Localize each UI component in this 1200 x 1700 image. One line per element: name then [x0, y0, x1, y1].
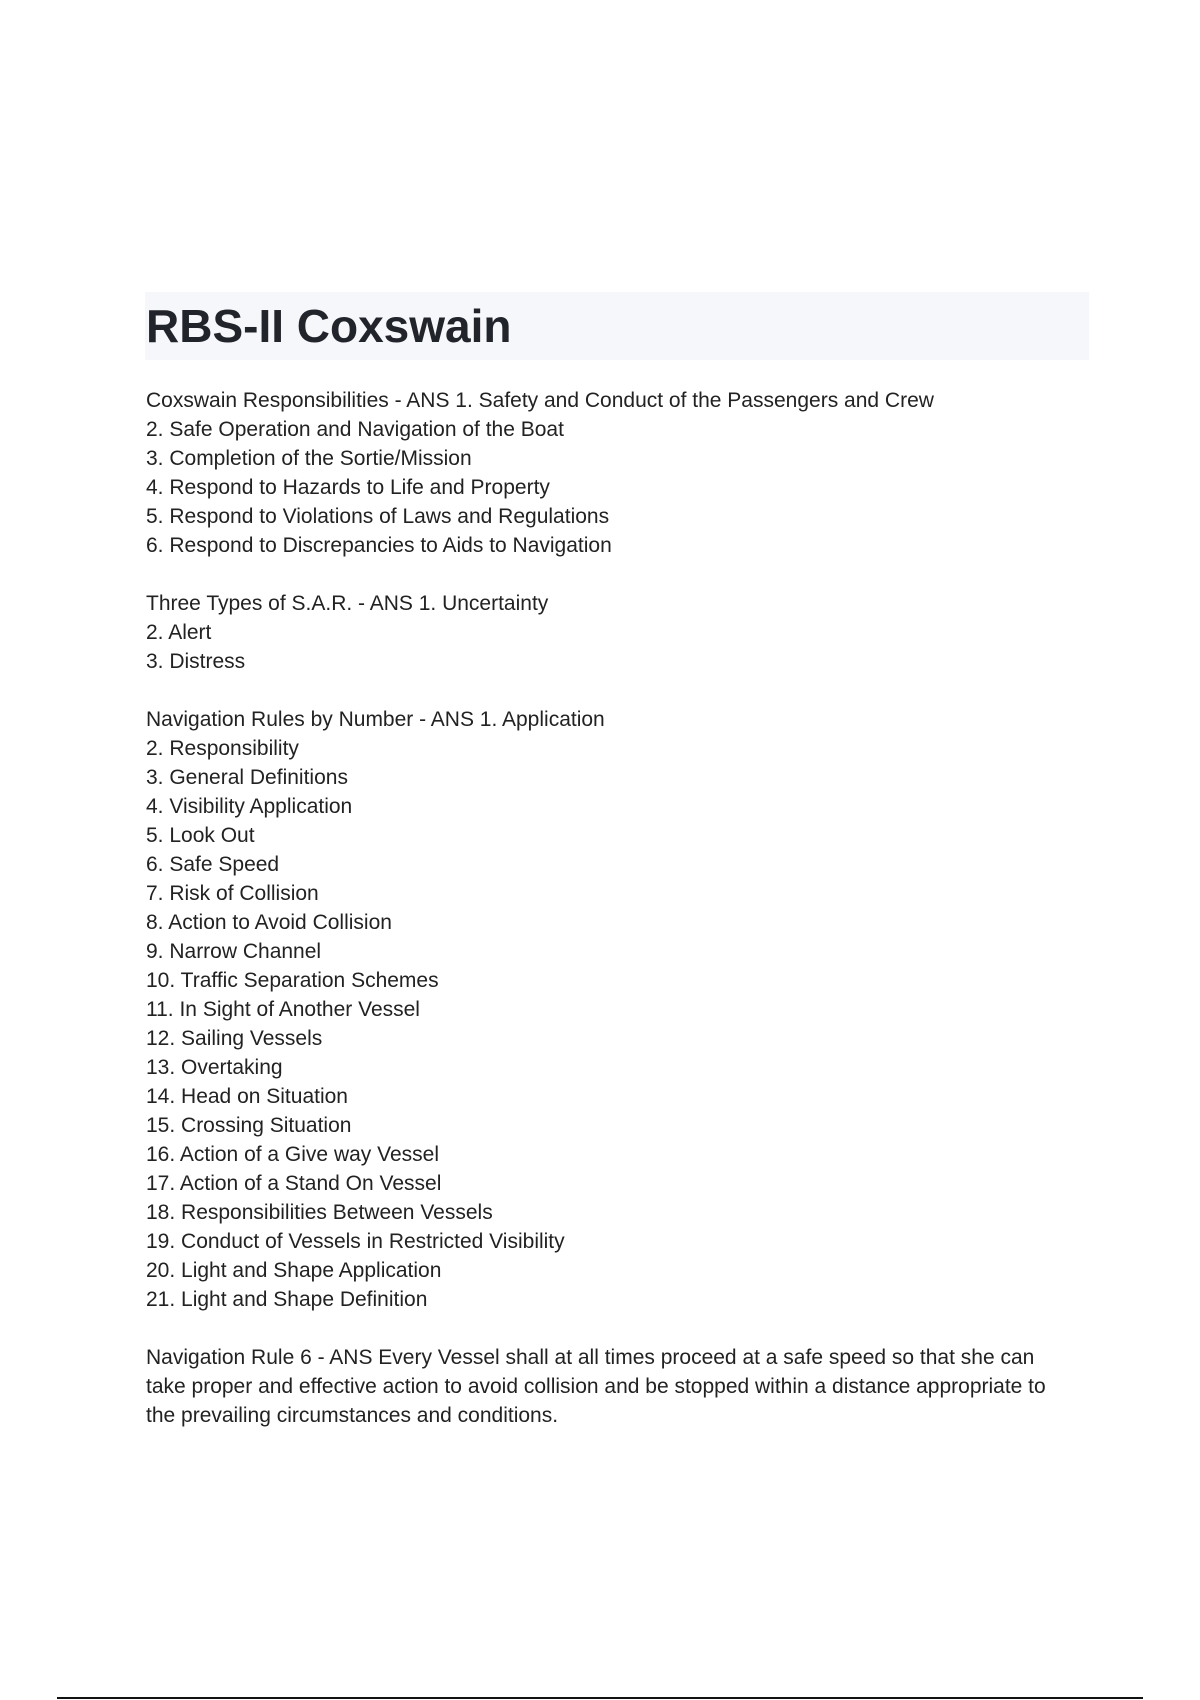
card-line: 17. Action of a Stand On Vessel	[146, 1172, 442, 1195]
card-line: 2. Responsibility	[146, 737, 299, 760]
card-line: 6. Respond to Discrepancies to Aids to Navigation	[146, 534, 612, 557]
card-line: 3. General Definitions	[146, 766, 348, 789]
card-line: 6. Safe Speed	[146, 853, 280, 876]
card-line: 21. Light and Shape Definition	[146, 1288, 428, 1311]
card-line: 2. Safe Operation and Navigation of the Boat	[146, 418, 564, 441]
card-line: 5. Respond to Violations of Laws and Regulations	[146, 505, 610, 528]
card-line: 10. Traffic Separation Schemes	[146, 969, 439, 992]
page-title: RBS-II Coxswain	[146, 300, 512, 352]
card-line: 8. Action to Avoid Collision	[146, 911, 392, 934]
card-line: 5. Look Out	[146, 824, 255, 847]
card-line: 4. Respond to Hazards to Life and Property	[146, 476, 550, 499]
card-line: 14. Head on Situation	[146, 1085, 348, 1108]
coxswain-responsibilities-card	[146, 386, 1086, 560]
card-line: Three Types of S.A.R. - ANS 1. Uncertainty	[146, 592, 549, 615]
card-line: Coxswain Responsibilities - ANS 1. Safety and Conduct of the Passengers and Crew	[146, 389, 934, 412]
card-line: 3. Distress	[146, 650, 246, 673]
card-line: 13. Overtaking	[146, 1056, 283, 1079]
navigation-rule-6-card: Navigation Rule 6 - ANS Every Vessel shall at all times proceed at a safe speed so that she can take proper and effective action to avoid collision and be stopped within a distance appropriate to the prevailing circumstances and conditions.	[146, 1346, 1046, 1427]
card-line: 3. Completion of the Sortie/Mission	[146, 447, 472, 470]
card-line: 4. Visibility Application	[146, 795, 353, 818]
document-body	[146, 386, 1086, 1430]
navigation-rules-card	[146, 705, 1086, 1314]
card-line: 11. In Sight of Another Vessel	[146, 998, 420, 1021]
card-line: 18. Responsibilities Between Vessels	[146, 1201, 493, 1224]
card-line: 16. Action of a Give way Vessel	[146, 1143, 439, 1166]
card-line: 9. Narrow Channel	[146, 940, 322, 963]
card-line: Navigation Rules by Number - ANS 1. Application	[146, 708, 605, 731]
card-line: 2. Alert	[146, 621, 212, 644]
card-line: 7. Risk of Collision	[146, 882, 319, 905]
card-line: 15. Crossing Situation	[146, 1114, 352, 1137]
card-line: 20. Light and Shape Application	[146, 1259, 442, 1282]
sar-types-card	[146, 589, 1086, 676]
card-line: 12. Sailing Vessels	[146, 1027, 323, 1050]
card-line: 19. Conduct of Vessels in Restricted Visibility	[146, 1230, 565, 1253]
footer-divider	[57, 1697, 1143, 1699]
